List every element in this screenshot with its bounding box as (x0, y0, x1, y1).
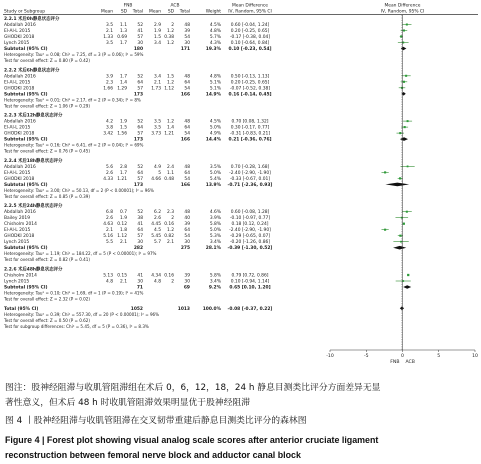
cell-fnb-sd: 1.8 (120, 228, 127, 234)
cell-weight: 4.9% (209, 131, 221, 137)
header-weight-column: Weight (205, 9, 221, 15)
cell-acb-total: 166 (180, 92, 190, 98)
cell-weight: 5.0% (209, 125, 221, 131)
header-numeric-column: Mean (101, 9, 113, 15)
cell-weight: 4.8% (209, 29, 221, 34)
cell-acb-mean: 1.9 (154, 29, 161, 34)
cell-md-ci: -0.07 [-0.52, 0.38] (229, 86, 271, 92)
cell-md-ci: 0.20 [-0.25, 0.65] (230, 80, 270, 86)
cell-md-ci: -0.17 [-0.38, 0.04] (229, 35, 271, 40)
study-row-label: Abdallah 2016 (4, 23, 36, 28)
statistics-note: Test for overall effect: Z = 0.80 (P = 0.42) (4, 58, 90, 63)
cell-md-ci: -0.08 [-0.37, 0.22] (227, 306, 273, 312)
cell-acb-total: 30 (184, 41, 190, 46)
cell-weight: 3.5% (209, 164, 221, 170)
study-row-label: GHODKI 2018 (4, 35, 35, 40)
cell-weight: 13.9% (205, 182, 221, 188)
cell-fnb-mean: 3.5 (106, 23, 113, 28)
cell-fnb-mean: 4.8 (106, 279, 113, 285)
cell-fnb-total: 52 (137, 23, 143, 28)
x-axis-tick-label: -10 (326, 353, 334, 359)
cell-fnb-total: 64 (137, 125, 143, 131)
cell-acb-total: 54 (184, 86, 190, 92)
cell-fnb-mean: 2.6 (106, 216, 113, 222)
cell-weight: 4.6% (209, 210, 221, 216)
cell-fnb-sd: 0.69 (117, 35, 127, 40)
cell-md-ci: -0.20 [-1.26, 0.86] (229, 240, 271, 246)
cell-acb-mean: 2.6 (154, 216, 161, 222)
cell-weight: 19.3% (205, 47, 221, 52)
caption-title-cn: 图 4 丨股神经阻滞与收肌管阻滞在交叉韧带重建后静息目测类比评分的森林图 (5, 416, 307, 426)
total-row-label: Total (95% CI) (4, 306, 39, 312)
favours-right-label: ACB (405, 360, 415, 365)
cell-fnb-sd: 1.29 (117, 86, 127, 92)
cell-acb-sd: 1.2 (167, 29, 174, 34)
header-numeric-column: SD (120, 9, 127, 15)
cell-fnb-mean: 2.1 (106, 228, 113, 234)
cell-fnb-total: 30 (137, 279, 143, 285)
subgroup-diamond (385, 183, 409, 187)
subgroup-heading: 2.2.4 术后18h静息状态评分 (4, 158, 63, 164)
cell-acb-sd: 1.4 (167, 125, 174, 131)
study-row-label: Abdallah 2016 (4, 164, 36, 170)
study-row-label: Lynch 2015 (4, 240, 30, 246)
subgroup-heading: 2.2.2 术后6h静息状态评分 (4, 68, 60, 74)
cell-md-ci: 0.16 [-0.14, 0.45] (228, 92, 272, 98)
cell-fnb-mean: 1.33 (103, 35, 113, 40)
header-numeric-column: Mean (149, 9, 161, 15)
cell-acb-total: 64 (184, 125, 190, 131)
cell-acb-total: 40 (184, 216, 190, 222)
subgroup-diamond (393, 246, 406, 250)
cell-acb-total: 48 (184, 164, 190, 170)
cell-md-ci: 0.21 [-0.36, 0.76] (228, 137, 272, 143)
cell-acb-total: 54 (184, 234, 190, 240)
cell-fnb-total: 38 (137, 216, 143, 222)
header-numeric-column: Total (132, 9, 143, 15)
cell-acb-total: 54 (184, 35, 190, 40)
cell-weight: 5.3% (209, 234, 221, 240)
study-point-estimate (384, 229, 386, 231)
cell-acb-total: 171 (180, 47, 190, 52)
cell-weight: 5.4% (209, 176, 221, 182)
cell-acb-total: 48 (184, 119, 190, 125)
statistics-note: Heterogeneity: Tau² = 0.10; Chi² = 1.69, df = 1 (P = 0.19); I² = 41% (4, 290, 144, 296)
study-row-label: GHODKI 2018 (4, 234, 35, 240)
cell-md-ci: 0.65 [0.10, 1.20] (229, 285, 271, 291)
header-md-title-right: Mean Difference (384, 3, 421, 9)
subgroup-diamond (403, 285, 411, 289)
cell-acb-mean: 6.2 (154, 210, 161, 216)
cell-fnb-mean: 3.5 (106, 41, 113, 46)
cell-acb-sd: 2.3 (167, 210, 174, 216)
study-point-estimate (403, 81, 405, 83)
study-row-label: Lynch 2015 (4, 279, 30, 285)
cell-acb-sd: 2 (171, 216, 174, 222)
cell-fnb-mean: 5.13 (103, 273, 113, 279)
cell-fnb-sd: 2.8 (120, 164, 127, 170)
header-group-fnb: FNB (123, 3, 133, 9)
cell-weight: 100.0% (202, 306, 221, 312)
cell-acb-mean: 3.5 (154, 125, 161, 131)
cell-fnb-total: 173 (133, 182, 143, 188)
figure-captions (0, 381, 481, 464)
cell-acb-sd: 1.12 (164, 86, 174, 92)
cell-fnb-mean: 2.6 (106, 170, 113, 176)
study-row-label: El-Al-L 2015 (4, 228, 31, 234)
cell-fnb-sd: 0.12 (117, 222, 127, 228)
cell-fnb-mean: 1.66 (103, 86, 113, 92)
cell-weight: 5.8% (209, 273, 221, 279)
cell-acb-sd: 0.82 (164, 234, 174, 240)
cell-acb-sd: 0.48 (164, 176, 174, 182)
cell-acb-total: 48 (184, 74, 190, 80)
cell-fnb-total: 41 (137, 222, 143, 228)
statistics-note: Heterogeneity: Tau² = 0.08; Chi² = 7.25, df = 3 (P = 0.06); I² = 59% (4, 52, 144, 57)
cell-acb-mean: 4.9 (154, 164, 161, 170)
cell-acb-total: 64 (184, 228, 190, 234)
cell-acb-total: 1013 (177, 306, 190, 312)
study-row-label: GHODKI 2018 (4, 86, 35, 92)
cell-acb-mean: 4.45 (151, 222, 161, 228)
cell-fnb-sd: 1.3 (120, 29, 127, 34)
cell-fnb-sd: 1.7 (120, 74, 127, 80)
cell-md-ci: 0.79 [0.72, 0.86] (231, 273, 269, 279)
subtotal-row-label: Subtotal (95% CI) (4, 246, 48, 252)
header-md-method-right: IV, Random, 95% CI (380, 9, 425, 15)
subgroup-diamond (401, 47, 407, 51)
study-point-estimate (407, 274, 409, 276)
cell-fnb-total: 173 (133, 92, 143, 98)
cell-acb-sd: 1.21 (164, 131, 174, 137)
study-row-label: Abdallah 2016 (4, 74, 36, 80)
cell-fnb-total: 52 (137, 119, 143, 125)
cell-fnb-total: 57 (137, 86, 143, 92)
cell-weight: 5.0% (209, 170, 221, 176)
cell-md-ci: -0.39 [-1.30, 0.52] (227, 246, 273, 252)
cell-fnb-total: 57 (137, 176, 143, 182)
cell-fnb-sd: 1.7 (120, 41, 127, 46)
cell-md-ci: 0.70 [0.08, 1.32] (231, 119, 269, 125)
cell-weight: 4.8% (209, 74, 221, 80)
subgroup-heading: 2.2.1 术后0h静息状态评分 (4, 17, 60, 22)
cell-acb-sd: 2 (171, 23, 174, 28)
cell-acb-total: 64 (184, 170, 190, 176)
statistics-note: Test for overall effect: Z = 1.06 (P = 0.29) (4, 103, 90, 109)
cell-acb-total: 166 (180, 137, 190, 143)
cell-weight: 9.2% (208, 285, 221, 291)
cell-acb-mean: 5.7 (154, 240, 161, 246)
cell-fnb-mean: 5.16 (103, 234, 113, 240)
cell-fnb-total: 52 (137, 164, 143, 170)
cell-md-ci: 0.10 [-0.23, 0.54] (228, 47, 272, 52)
cell-acb-total: 48 (184, 23, 190, 28)
study-row-label: El-Al-L 2015 (4, 170, 31, 176)
cell-md-ci: -0.31 [-0.83, 0.21] (229, 131, 271, 137)
cell-acb-total: 64 (184, 80, 190, 86)
cell-md-ci: 0.10 [-0.64, 0.84] (230, 41, 270, 46)
cell-fnb-sd: 0.7 (120, 210, 127, 216)
cell-fnb-sd: 1.1 (120, 23, 127, 28)
study-row-label: GHODKI 2018 (4, 131, 35, 137)
cell-acb-sd: 2.4 (167, 164, 174, 170)
cell-acb-sd: 1.1 (167, 170, 174, 176)
study-row-label: El-Al-L 2015 (4, 125, 31, 131)
cell-fnb-sd: 1.12 (117, 234, 127, 240)
study-point-estimate (399, 132, 401, 134)
study-point-estimate (404, 126, 406, 128)
cell-acb-sd: 0.16 (164, 222, 174, 228)
statistics-note: Test for overall effect: Z = 0.82 (P = 0.41) (4, 257, 90, 263)
cell-weight: 5.1% (209, 86, 221, 92)
cell-fnb-sd: 1.5 (120, 125, 127, 131)
subgroup-diamond (400, 137, 408, 141)
study-row-label: Abdallah 2016 (4, 119, 36, 125)
study-point-estimate (406, 24, 408, 26)
cell-weight: 3.4% (209, 240, 221, 246)
cell-acb-total: 39 (184, 222, 190, 228)
cell-fnb-total: 180 (133, 47, 143, 52)
subgroup-heading: 2.2.3 术后12h静息状态评分 (4, 113, 63, 119)
header-numeric-column: SD (167, 9, 174, 15)
cell-acb-mean: 2.1 (154, 80, 161, 86)
cell-acb-sd: 2 (171, 279, 174, 285)
cell-acb-total: 30 (184, 279, 190, 285)
caption-title-en-line-1: Figure 4 | Forest plot showing visual analog scale scores after anterior cruciate ligament (5, 434, 379, 445)
statistics-note: Heterogeneity: Tau² = 0.01; Chi² = 2.17, df = 2 (P = 0.34); I² = 8% (4, 97, 141, 103)
cell-weight: 14.4% (205, 137, 221, 143)
cell-fnb-mean: 3.42 (103, 131, 113, 137)
x-axis-tick-label: 10 (472, 353, 478, 359)
cell-md-ci: -2.40 [-2.90, -1.90] (229, 170, 271, 176)
cell-acb-mean: 3.4 (154, 41, 161, 46)
statistics-note: Heterogeneity: Tau² = 0.16; Chi² = 6.41, df = 2 (P = 0.04); I² = 69% (4, 142, 144, 148)
cell-fnb-total: 71 (136, 285, 143, 291)
cell-acb-total: 275 (180, 246, 190, 252)
cell-fnb-sd: 2.1 (120, 240, 127, 246)
cell-fnb-sd: 0.15 (117, 273, 127, 279)
cell-fnb-mean: 2.3 (106, 80, 113, 86)
cell-acb-mean: 3.5 (154, 119, 161, 125)
statistics-note: Heterogeneity: Tau² = 1.19; Chi² = 184.22, df = 5 (P < 0.00001); I² = 97% (4, 251, 157, 257)
statistics-note: Heterogeneity: Tau² = 3.00; Chi² = 50.13, df = 2 (P < 0.00001); I² = 96% (4, 187, 154, 193)
cell-weight: 5.1% (209, 80, 221, 86)
cell-acb-mean: 4.8 (154, 279, 161, 285)
statistics-note: Test for overall effect: Z = 0.76 (P = 0.45) (4, 148, 90, 154)
study-row-label: Abdallah 2016 (4, 210, 36, 216)
cell-acb-mean: 4.34 (151, 273, 161, 279)
cell-fnb-total: 64 (137, 228, 143, 234)
cell-fnb-total: 52 (137, 74, 143, 80)
subtotal-row-label: Subtotal (95% CI) (4, 92, 48, 98)
cell-weight: 3.4% (209, 279, 221, 285)
cell-acb-mean: 3.73 (151, 131, 161, 137)
cell-acb-total: 48 (184, 210, 190, 216)
statistics-note: Test for overall effect: Z = 0.50 (P = 0.62) (4, 317, 90, 323)
cell-acb-mean: 5 (158, 170, 161, 176)
study-row-label: Chisholm 2014 (4, 222, 37, 228)
cell-fnb-mean: 2.1 (106, 29, 113, 34)
cell-acb-mean: 2.9 (154, 23, 161, 28)
statistics-note: Test for overall effect: Z = 0.85 (P = 0.39) (4, 193, 90, 199)
study-point-estimate (406, 211, 408, 213)
header-md-title-left: Mean Difference (232, 3, 268, 9)
cell-fnb-sd: 1.56 (117, 131, 127, 137)
header-md-method-left: IV, Random, 95% CI (228, 9, 272, 15)
cell-md-ci: -0.29 [-0.65, 0.07] (229, 234, 271, 240)
cell-fnb-total: 64 (137, 170, 143, 176)
cell-md-ci: 0.70 [-0.28, 1.68] (230, 164, 270, 170)
cell-fnb-sd: 1.9 (120, 119, 127, 125)
header-study-column: Study or Subgroup (4, 9, 46, 15)
cell-acb-mean: 4.5 (154, 228, 161, 234)
statistics-note: Test for overall effect: Z = 2.32 (P = 0.02) (4, 296, 90, 302)
cell-fnb-total: 30 (137, 240, 143, 246)
subgroup-heading: 2.2.6 术后48h静息状态评分 (4, 267, 63, 273)
cell-fnb-mean: 5.5 (106, 240, 113, 246)
cell-acb-sd: 1.5 (167, 74, 174, 80)
cell-md-ci: 0.30 [-0.17, 0.77] (230, 125, 270, 131)
cell-fnb-total: 57 (137, 35, 143, 40)
cell-fnb-mean: 4.63 (103, 222, 113, 228)
header-group-acb: ACB (170, 3, 180, 9)
cell-acb-sd: 0.38 (164, 35, 174, 40)
cell-acb-total: 39 (184, 273, 190, 279)
study-point-estimate (399, 177, 401, 179)
cell-acb-total: 54 (184, 131, 190, 137)
cell-acb-mean: 1.5 (154, 35, 161, 40)
cell-acb-total: 39 (184, 29, 190, 34)
cell-acb-sd: 1.2 (167, 119, 174, 125)
cell-md-ci: 0.20 [-0.25, 0.65] (230, 29, 270, 34)
study-point-estimate (407, 120, 409, 122)
caption-title-en-line-2: reconstruction between femoral nerve block and adductor canal block (5, 450, 301, 460)
cell-acb-mean: 1.73 (151, 86, 161, 92)
study-point-estimate (405, 75, 407, 77)
study-row-label: El-Al-L 2015 (4, 80, 31, 86)
cell-acb-mean: 5.45 (151, 234, 161, 240)
cell-md-ci: -0.10 [-0.97, 0.77] (229, 216, 271, 222)
cell-md-ci: -0.33 [-0.67, 0.01] (229, 176, 271, 182)
study-point-estimate (399, 235, 401, 237)
cell-md-ci: -0.71 [-2.36, 0.93] (227, 182, 273, 188)
study-point-estimate (403, 29, 405, 31)
cell-acb-sd: 0.16 (164, 273, 174, 279)
cell-acb-total: 30 (184, 240, 190, 246)
caption-note-line-2: 著性意义，但术后 48 h 时收肌管阻滞效果明显优于股神经阻滞 (5, 397, 251, 408)
study-row-label: GHODKI 2018 (4, 176, 35, 182)
subtotal-row-label: Subtotal (95% CI) (4, 285, 48, 291)
cell-weight: 4.3% (209, 41, 221, 46)
cell-fnb-total: 57 (137, 234, 143, 240)
cell-weight: 4.5% (209, 119, 221, 125)
cell-md-ci: 0.60 [-0.04, 1.24] (230, 23, 270, 28)
cell-weight: 3.9% (209, 216, 221, 222)
subtotal-row-label: Subtotal (95% CI) (4, 137, 48, 143)
cell-fnb-mean: 4.33 (103, 176, 113, 182)
cell-fnb-mean: 3.8 (106, 125, 113, 131)
study-point-estimate (407, 166, 409, 168)
cell-weight: 4.5% (209, 23, 221, 28)
cell-md-ci: -2.40 [-2.90, -1.90] (229, 228, 271, 234)
x-axis-tick-label: -5 (363, 353, 369, 359)
cell-weight: 28.1% (205, 246, 221, 252)
cell-md-ci: 0.50 [-0.13, 1.13] (230, 74, 270, 80)
cell-md-ci: 0.18 [0.12, 0.24] (231, 222, 269, 228)
cell-acb-mean: 4.66 (151, 176, 161, 182)
subtotal-row-label: Subtotal (95% CI) (4, 182, 48, 188)
cell-acb-total: 69 (183, 285, 190, 291)
study-row-label: Bailey 2019 (4, 216, 31, 222)
subgroup-diamond (401, 92, 405, 96)
cell-fnb-total: 52 (137, 210, 143, 216)
subgroup-heading: 2.2.5 术后24h静息状态评分 (4, 204, 63, 210)
cell-fnb-sd: 1.21 (117, 176, 127, 182)
cell-fnb-mean: 6.8 (106, 210, 113, 216)
x-axis-tick-label: 5 (437, 353, 441, 359)
cell-weight: 5.7% (209, 35, 221, 40)
cell-fnb-sd: 2.1 (120, 279, 127, 285)
study-row-label: Lynch 2015 (4, 41, 30, 46)
cell-fnb-sd: 1.9 (120, 216, 127, 222)
header-numeric-column: Total (179, 9, 190, 15)
cell-fnb-mean: 5.6 (106, 164, 113, 170)
cell-acb-sd: 1.2 (167, 41, 174, 46)
cell-fnb-mean: 3.9 (106, 74, 113, 80)
study-point-estimate (400, 241, 402, 243)
cell-fnb-total: 64 (137, 80, 143, 86)
study-row-label: Chisholm 2014 (4, 273, 37, 279)
cell-acb-sd: 1.2 (167, 80, 174, 86)
cell-md-ci: 0.10 [-0.94, 1.14] (230, 279, 270, 285)
study-point-estimate (384, 171, 386, 173)
cell-fnb-total: 57 (137, 131, 143, 137)
cell-md-ci: 0.60 [-0.08, 1.28] (230, 210, 270, 216)
cell-fnb-total: 41 (137, 273, 143, 279)
cell-weight: 5.0% (209, 228, 221, 234)
cell-acb-sd: 2.1 (167, 240, 174, 246)
cell-fnb-total: 173 (133, 137, 143, 143)
cell-fnb-mean: 4.2 (106, 119, 113, 125)
statistics-note: Heterogeneity: Tau² = 0.39; Chi² = 557.30, df = 20 (P < 0.00001); I² = 96% (4, 311, 160, 317)
subtotal-row-label: Subtotal (95% CI) (4, 47, 48, 52)
cell-acb-total: 166 (180, 182, 190, 188)
cell-fnb-sd: 1.4 (120, 80, 127, 86)
cell-fnb-total: 30 (137, 41, 143, 46)
cell-acb-sd: 1.2 (167, 228, 174, 234)
x-axis-tick-label: 0 (401, 353, 404, 359)
cell-fnb-total: 41 (137, 29, 143, 34)
statistics-note: Test for subgroup differences: Chi² = 5.45, df = 5 (P = 0.36), I² = 8.3% (4, 323, 149, 329)
cell-weight: 14.9% (205, 92, 221, 98)
cell-weight: 5.8% (209, 222, 221, 228)
favours-left-label: FNB (390, 360, 400, 365)
study-point-estimate (403, 223, 405, 225)
caption-note-line-1: 图注：股神经阻滞与收肌管阻滞组在术后 0，6，12，18，24 h 静息目测类比评分方面差异无显 (5, 383, 381, 393)
cell-fnb-total: 1052 (130, 306, 143, 312)
cell-fnb-sd: 1.7 (120, 170, 127, 176)
cell-acb-mean: 3.4 (154, 74, 161, 80)
study-row-label: El-Al-L 2015 (4, 29, 31, 34)
cell-fnb-total: 282 (133, 246, 143, 252)
cell-acb-total: 54 (184, 176, 190, 182)
